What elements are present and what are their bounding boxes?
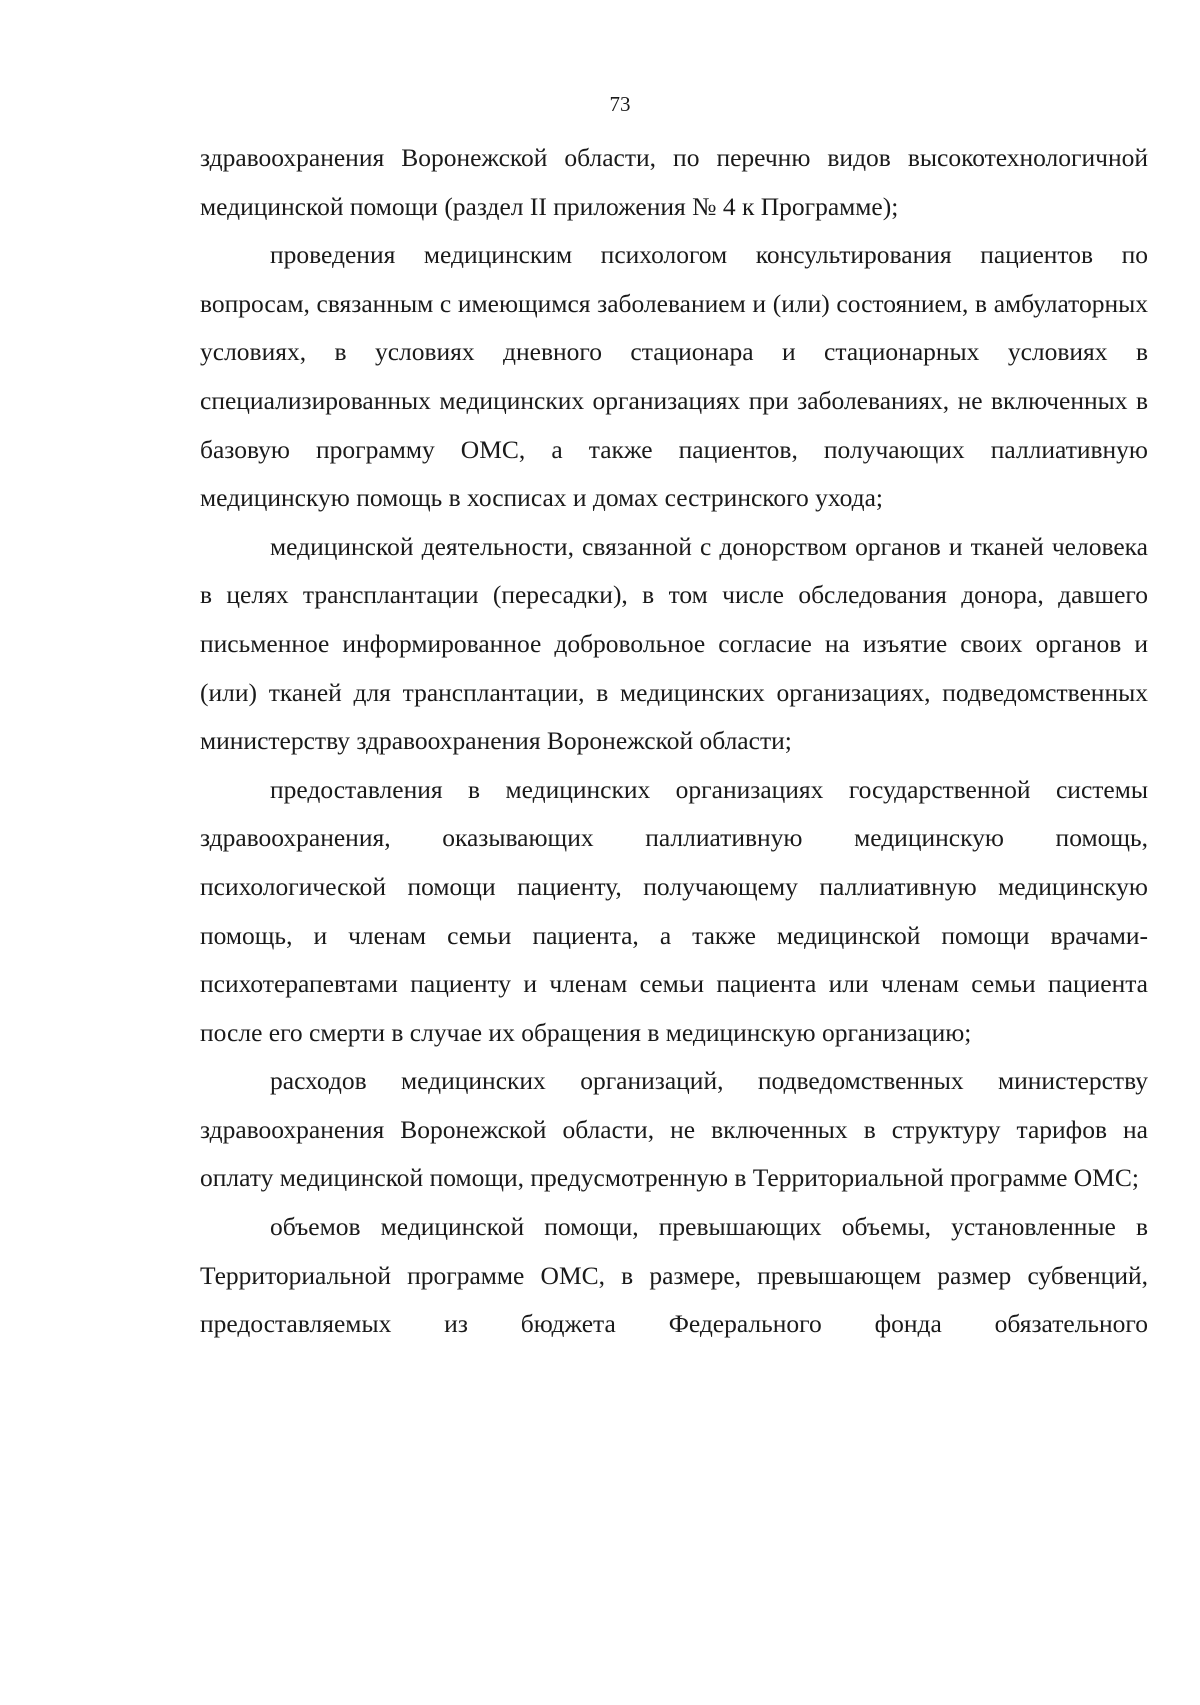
document-body: [200, 134, 1148, 1349]
paragraph-psychological-help: предоставления в медицинских организациях государственной системы здравоохранения, оказывающих паллиативную медицинскую помощь, психологической помощи пациенту, получающему паллиативную медицинскую помощь, и членам семьи пациента, а также медицинской помощи врачами-психотерапевтами пациенту и членам семьи пациента или членам семьи пациента после его смерти в случае их обращения в медицинскую организацию;: [200, 774, 1148, 1047]
paragraph-psychologist-consulting: проведения медицинским психологом консультирования пациентов по вопросам, связанным с имеющимся заболеванием и (или) состоянием, в амбулаторных условиях, в условиях дневного стационара и стационарных условиях в специализированных медицинских организациях при заболеваниях, не включенных в базовую программу ОМС, а также пациентов, получающих паллиативную медицинскую помощь в хосписах и домах сестринского ухода;: [200, 240, 1148, 513]
paragraph-organ-donation: медицинской деятельности, связанной с донорством органов и тканей человека в целях трансплантации (пересадки), в том числе обследования донора, давшего письменное информированное добровольное согласие на изъятие своих органов и (или) тканей для трансплантации, в медицинских организациях, подведомственных министерству здравоохранения Воронежской области;: [200, 531, 1148, 756]
page-number: 73: [609, 92, 631, 116]
paragraph-continuation: здравоохранения Воронежской области, по перечню видов высокотехнологичной медицинской помощи (раздел II приложения № 4 к Программе);: [200, 143, 1148, 221]
paragraph-volumes: объемов медицинской помощи, превышающих объемы, установленные в Территориальной программе ОМС, в размере, превышающем размер субвенций, предоставляемых из бюджета Федерального фонда обязательного: [200, 1212, 1148, 1339]
paragraph-expenses: расходов медицинских организаций, подведомственных министерству здравоохранения Воронежской области, не включенных в структуру тарифов на оплату медицинской помощи, предусмотренную в Территориальной программе ОМС;: [200, 1066, 1148, 1193]
